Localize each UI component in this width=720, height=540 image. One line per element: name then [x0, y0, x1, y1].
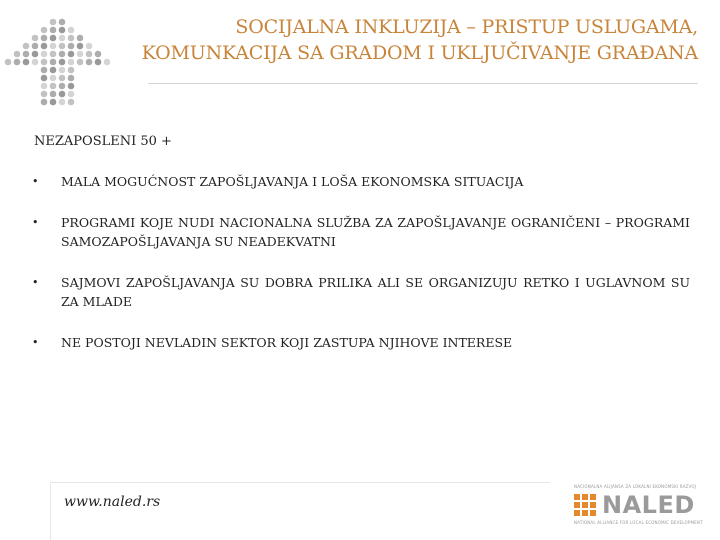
logo-dot — [59, 59, 66, 66]
title-line-1: SOCIJALNA INKLUZIJA – PRISTUP USLUGAMA, — [235, 16, 698, 38]
logo-dot — [41, 99, 48, 106]
logo-dot — [50, 51, 57, 58]
logo-dot — [32, 43, 39, 50]
logo-dot — [41, 83, 48, 90]
logo-dot — [68, 43, 75, 50]
logo-dot — [68, 35, 75, 42]
logo-dot — [59, 19, 66, 26]
logo-dot — [68, 75, 75, 82]
logo-dot — [5, 59, 12, 66]
logo-dot — [59, 67, 66, 74]
footer-url-link[interactable]: www.naled.rs — [64, 494, 161, 510]
naled-logo-tagline-bottom: NATIONAL ALLIANCE FOR LOCAL ECONOMIC DEVELOPMENT — [574, 520, 703, 525]
bullet-icon: • — [32, 276, 39, 289]
logo-dot — [14, 59, 21, 66]
bullet-icon: • — [32, 216, 39, 229]
logo-dot — [32, 35, 39, 42]
list-item — [30, 273, 690, 311]
logo-dot — [68, 27, 75, 34]
logo-dot — [59, 43, 66, 50]
logo-dot — [68, 59, 75, 66]
dotted-arrow-logo-icon — [2, 14, 112, 110]
logo-dot — [23, 51, 30, 58]
logo-dot — [23, 43, 30, 50]
list-item — [30, 213, 690, 251]
logo-dot — [41, 35, 48, 42]
logo-dot — [23, 59, 30, 66]
logo-dot — [41, 43, 48, 50]
logo-dot — [41, 27, 48, 34]
logo-dot — [68, 67, 75, 74]
logo-dot — [77, 51, 84, 58]
logo-dot — [68, 51, 75, 58]
logo-dot — [14, 51, 21, 58]
logo-dot — [68, 99, 75, 106]
page-title — [98, 14, 698, 66]
logo-dot — [32, 59, 39, 66]
logo-dot — [77, 35, 84, 42]
logo-dot — [59, 51, 66, 58]
bullet-text: MALA MOGUĆNOST ZAPOŠLJAVANJA I LOŠA EKONOMSKA SITUACIJA — [61, 174, 524, 189]
list-item — [30, 172, 690, 191]
logo-dot — [77, 59, 84, 66]
logo-dot — [77, 43, 84, 50]
logo-dot — [68, 91, 75, 98]
logo-dot — [86, 51, 93, 58]
bullet-text: NE POSTOJI NEVLADIN SEKTOR KOJI ZASTUPA NJIHOVE INTERESE — [61, 335, 513, 350]
logo-dot — [59, 35, 66, 42]
bullet-text: SAJMOVI ZAPOŠLJAVANJA SU DOBRA PRILIKA ALI SE ORGANIZUJU RETKO I UGLAVNOM SU ZA MLADE — [61, 275, 690, 309]
footer-vertical-divider — [50, 484, 51, 540]
naled-logo-word: NALED — [602, 491, 695, 519]
logo-dot — [59, 91, 66, 98]
title-divider — [148, 83, 698, 84]
logo-dot — [32, 51, 39, 58]
naled-squares-icon — [574, 494, 604, 518]
logo-dot — [50, 27, 57, 34]
logo-dot — [59, 75, 66, 82]
logo-dot — [86, 43, 93, 50]
logo-dot — [50, 35, 57, 42]
bullet-list — [30, 172, 690, 374]
naled-logo — [574, 484, 703, 530]
logo-dot — [41, 51, 48, 58]
logo-dot — [50, 19, 57, 26]
logo-dot — [50, 83, 57, 90]
logo-dot — [41, 59, 48, 66]
logo-dot — [59, 99, 66, 106]
logo-dot — [68, 83, 75, 90]
footer-divider — [50, 482, 550, 483]
list-item — [30, 333, 690, 352]
logo-dot — [41, 67, 48, 74]
logo-dot — [50, 75, 57, 82]
bullet-icon: • — [32, 175, 39, 188]
logo-dot — [86, 59, 93, 66]
bullet-text: PROGRAMI KOJE NUDI NACIONALNA SLUŽBA ZA ZAPOŠLJAVANJE OGRANIČENI – PROGRAMI SAMOZAPOŠLJAVANJA SU NEADEKVATNI — [61, 215, 690, 249]
title-line-2: KOMUNKACIJA SA GRADOM I UKLJUČIVANJE GRAĐANA — [141, 42, 698, 64]
logo-dot — [50, 43, 57, 50]
logo-dot — [41, 75, 48, 82]
bullet-icon: • — [32, 336, 39, 349]
logo-dot — [50, 59, 57, 66]
logo-dot — [59, 27, 66, 34]
section-subtitle: NEZAPOSLENI 50 + — [34, 134, 172, 149]
logo-dot — [41, 91, 48, 98]
logo-dot — [50, 67, 57, 74]
logo-dot — [50, 99, 57, 106]
logo-dot — [59, 83, 66, 90]
logo-dot — [50, 91, 57, 98]
naled-logo-tagline-top: NACIONALNA ALIJANSA ZA LOKALNI EKONOMSKI RAZVOJ — [574, 484, 697, 489]
